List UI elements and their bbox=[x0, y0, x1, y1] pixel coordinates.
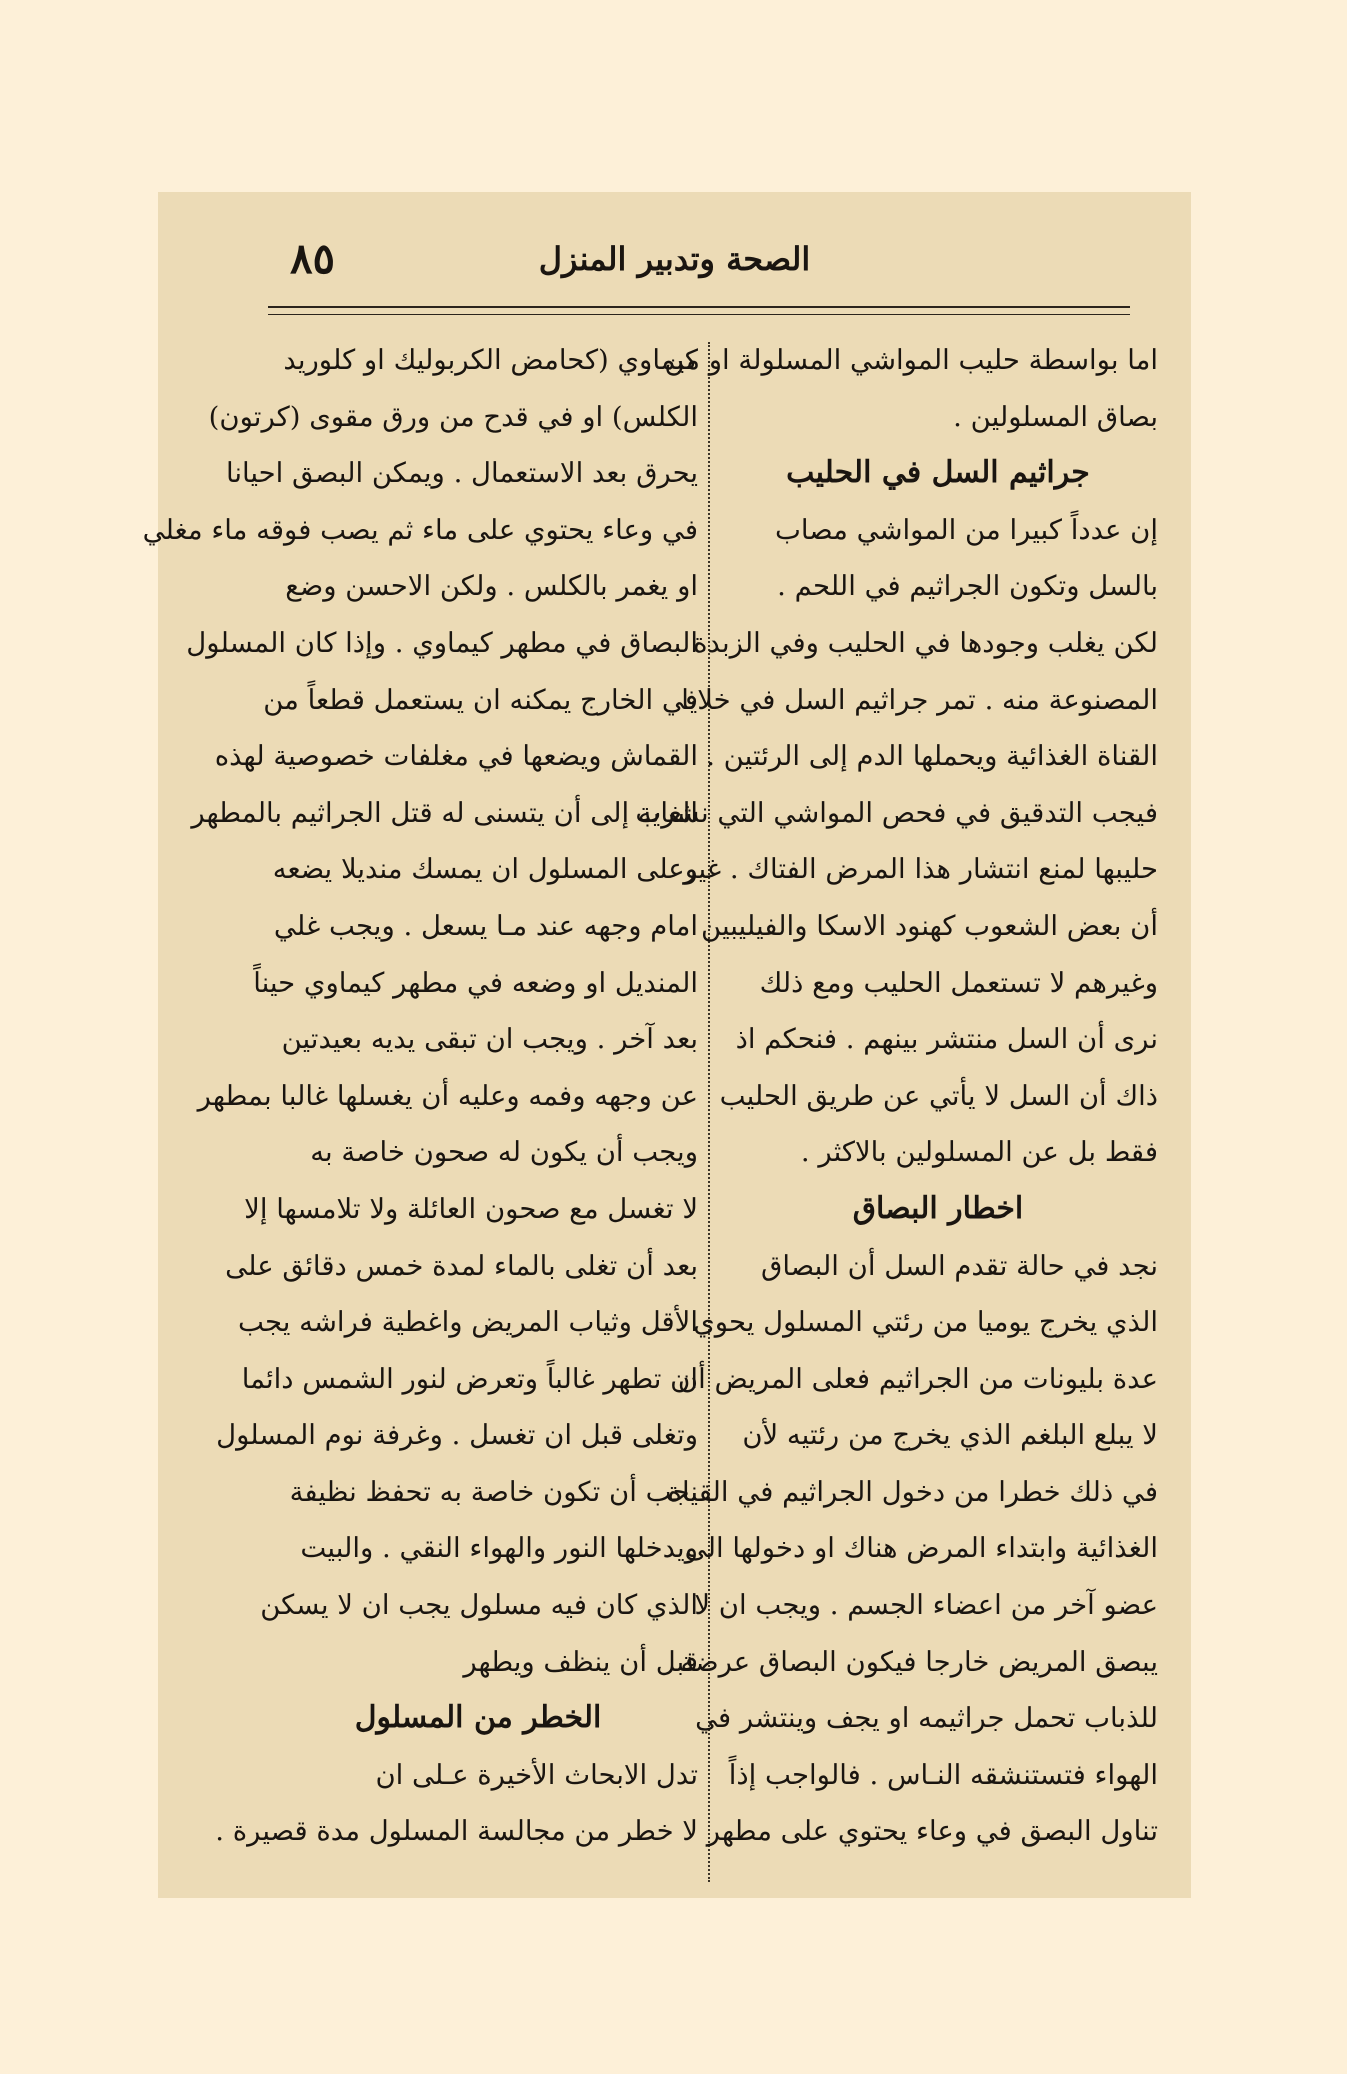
text-line: الذي يخرج يوميا من رئتي المسلول يحوي bbox=[693, 1306, 1158, 1339]
text-line: قبل أن ينظف ويطهر bbox=[463, 1645, 698, 1678]
text-line: الغاية إلى أن يتسنى له قتل الجراثيم بالمطهر bbox=[191, 796, 698, 829]
text-line: لكن يغلب وجودها في الحليب وفي الزبدة bbox=[693, 626, 1158, 659]
text-line: يجب أن تكون خاصة به تحفظ نظيفة bbox=[289, 1475, 698, 1508]
text-line: بالسل وتكون الجراثيم في اللحم . bbox=[777, 570, 1158, 603]
text-line: ويدخلها النور والهواء النقي . والبيت bbox=[300, 1532, 698, 1565]
text-line: عدة بليونات من الجراثيم فعلى المريض أن bbox=[677, 1362, 1158, 1395]
text-line: بصاق المسلولين . bbox=[953, 400, 1158, 433]
text-line: كيماوي (كحامض الكربوليك او كلوريد bbox=[283, 344, 698, 376]
text-line: البصاق في مطهر كيماوي . وإذا كان المسلول bbox=[186, 626, 698, 659]
text-line: يبصق المريض خارجا فيكون البصاق عرضة bbox=[680, 1645, 1158, 1678]
text-line: وغيرهم لا تستعمل الحليب ومع ذلك bbox=[759, 966, 1158, 999]
text-line: ويجب أن يكون له صحون خاصة به bbox=[310, 1136, 698, 1169]
text-line: الكلس) او في قدح من ورق مقوى (كرتون) bbox=[208, 400, 698, 433]
text-line: أن بعض الشعوب كهنود الاسكا والفيليبين bbox=[701, 909, 1158, 942]
text-line: المنديل او وضعه في مطهر كيماوي حيناً bbox=[253, 966, 698, 999]
text-line: في وعاء يحتوي على ماء ثم يصب فوقه ماء مغلي bbox=[142, 513, 698, 546]
text-line: حليبها لمنع انتشار هذا المرض الفتاك . غير bbox=[683, 853, 1158, 886]
section-heading: الخطر من المسلول bbox=[354, 1700, 602, 1736]
page-number: ٨٥ bbox=[290, 234, 336, 283]
text-line: الهواء فتستنشقه النـاس . فالواجب إذاً bbox=[728, 1758, 1158, 1791]
text-line: الغذائية وابتداء المرض هناك او دخولها الى bbox=[684, 1532, 1158, 1565]
text-line: تدل الابحاث الأخيرة عـلى ان bbox=[375, 1758, 698, 1791]
text-line: يحرق بعد الاستعمال . ويمكن البصق احيانا bbox=[225, 457, 698, 490]
text-line: تناول البصق في وعاء يحتوي على مطهر bbox=[706, 1815, 1158, 1848]
text-line: بعد أن تغلى بالماء لمدة خمس دقائق على bbox=[225, 1249, 698, 1282]
running-title: الصحة وتدبير المنزل bbox=[538, 240, 811, 278]
text-line: امام وجهه عند مـا يسعل . ويجب غلي bbox=[273, 909, 698, 942]
text-line: المصنوعة منه . تمر جراثيم السل في خلايا bbox=[681, 683, 1158, 716]
text-line: اما بواسطة حليب المواشي المسلولة او من bbox=[664, 344, 1158, 376]
text-line: ان تطهر غالباً وتعرض لنور الشمس دائما bbox=[241, 1362, 698, 1395]
text-line: في الخارج يمكنه ان يستعمل قطعاً من bbox=[263, 683, 698, 716]
text-line: فقط بل عن المسلولين بالاكثر . bbox=[800, 1136, 1158, 1169]
text-line: ذاك أن السل لا يأتي عن طريق الحليب bbox=[719, 1079, 1158, 1112]
text-line: لا يبلع البلغم الذي يخرج من رئتيه لأن bbox=[742, 1419, 1158, 1452]
page-header bbox=[158, 234, 1191, 300]
text-line: نرى أن السل منتشر بينهم . فنحكم اذ bbox=[735, 1023, 1158, 1056]
text-line: وتغلى قبل ان تغسل . وغرفة نوم المسلول bbox=[216, 1419, 698, 1452]
text-line: وعلى المسلول ان يمسك منديلا يضعه bbox=[272, 853, 698, 886]
section-heading: اخطار البصاق bbox=[852, 1190, 1024, 1226]
text-line: الذي كان فيه مسلول يجب ان لا يسكن bbox=[260, 1589, 698, 1622]
text-line: لا تغسل مع صحون العائلة ولا تلامسها إلا bbox=[244, 1192, 698, 1225]
right-column bbox=[635, 332, 1158, 1860]
section-heading: جراثيم السل في الحليب bbox=[786, 455, 1090, 491]
text-line: القماش ويضعها في مغلفات خصوصية لهذه bbox=[214, 740, 698, 773]
text-line: عن وجهه وفمه وعليه أن يغسلها غالبا بمطهر bbox=[197, 1079, 698, 1112]
header-rule bbox=[268, 306, 1130, 315]
text-line: القناة الغذائية ويحملها الدم إلى الرئتين . bbox=[706, 740, 1158, 773]
text-line: في ذلك خطرا من دخول الجراثيم في القناة bbox=[667, 1475, 1158, 1508]
text-line: او يغمر بالكلس . ولكن الاحسن وضع bbox=[285, 570, 698, 603]
book-page bbox=[142, 192, 1191, 1898]
text-line: الأقل وثياب المريض واغطية فراشه يجب bbox=[238, 1306, 698, 1339]
text-line: فيجب التدقيق في فحص المواشي التي نشرب bbox=[635, 796, 1158, 829]
text-line: لا خطر من مجالسة المسلول مدة قصيرة . bbox=[215, 1815, 698, 1848]
text-line: عضو آخر من اعضاء الجسم . ويجب ان لا bbox=[694, 1589, 1158, 1622]
text-line: نجد في حالة تقدم السل أن البصاق bbox=[761, 1249, 1158, 1282]
text-line: إن عدداً كبيرا من المواشي مصاب bbox=[774, 513, 1158, 546]
left-column bbox=[142, 332, 698, 1860]
text-line: للذباب تحمل جراثيمه او يجف وينتشر في bbox=[695, 1702, 1158, 1735]
text-line: بعد آخر . ويجب ان تبقى يديه بعيدتين bbox=[281, 1023, 698, 1056]
